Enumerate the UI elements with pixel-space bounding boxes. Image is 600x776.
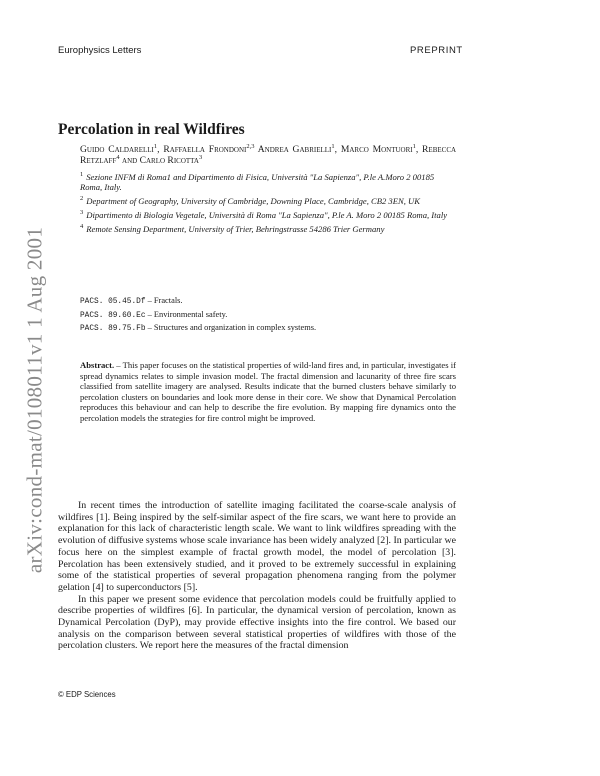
abstract bbox=[80, 360, 456, 424]
copyright-notice: © EDP Sciences bbox=[58, 690, 116, 699]
affiliations bbox=[80, 172, 456, 238]
paper-title: Percolation in real Wildfires bbox=[58, 121, 245, 138]
affiliation: $^2$ Department of Geography, University of Cambridge, Downing Place, Cambridge, CB2 3EN, UK bbox=[80, 195, 420, 207]
journal-name: Europhysics Letters bbox=[58, 45, 142, 56]
arxiv-identifier: arXiv:cond-mat/0108011v1 1 Aug 2001 bbox=[22, 226, 47, 574]
body-text bbox=[58, 500, 456, 652]
affiliation: $^4$ Remote Sensing Department, University of Trier, Behringstrasse 54286 Trier Germany bbox=[80, 223, 385, 235]
affiliation: $^1$ Sezione INFM di Roma1 and Dipartimento di Fisica, Università "La Sapienza", P.le A.Moro 2 00185 Roma, Italy. bbox=[80, 171, 435, 193]
affiliation: $^3$ Dipartimento di Biologia Vegetale, Università di Roma "La Sapienza", P.le A. Moro 2 00185 Roma, Italy bbox=[80, 209, 448, 221]
author: Carlo Ricotta$^3$ bbox=[139, 154, 203, 167]
pacs-codes bbox=[80, 295, 456, 336]
author: Raffaella Frondoni$^{2,3}$ bbox=[163, 142, 255, 155]
author: Guido Caldarelli$^1$ bbox=[80, 142, 158, 155]
paragraph: In recent times the introduction of satellite imaging facilitated the coarse-scale analysis of wildfires [1]. Being inspired by the self-similar aspect of the fire scars, we want here to provide an explanation for this lack of characteristic length scale. We want to link wildfires spreading with the evolution of diffusive systems whose scale invariance has been widely analyzed [2]. In particular we focus here on the simplest example of fractal growth model, the model of percolation [3]. Percolation has been extensively studied, and it proved to be extremely successful in explaining some of the statistical properties of several propagation phenomena ranging from the polymer gelation [4] to superconductors [5]. bbox=[58, 500, 456, 593]
author: Andrea Gabrielli$^1$ bbox=[257, 142, 335, 155]
author-list: Guido Caldarelli$^1$, Raffaella Frondoni$^{2,3}$ Andrea Gabrielli$^1$, Marco Montuori$^1$, Rebecca Retzlaff$^4$ and Carlo Ricotta$^3$ bbox=[80, 142, 457, 167]
pacs-entry: PACS. 89.60.Ec – Environmental safety. bbox=[80, 309, 228, 320]
author: Rebecca Retzlaff$^4$ bbox=[80, 144, 457, 167]
author: Marco Montuori$^1$ bbox=[340, 142, 416, 155]
paragraph: In this paper we present some evidence that percolation models could be fruitfully applied to describe properties of wildfires [6]. In particular, the dynamical version of percolation, known as Dynamical Percolation (DyP), may provide effective insights into the fire control. We based our analysis on the comparison between several statistical properties of wildfires with those of the percolation clusters. We report here the measures of the fractal dimension bbox=[58, 593, 456, 652]
pacs-entry: PACS. 05.45.Df – Fractals. bbox=[80, 296, 183, 306]
abstract-text: – This paper focuses on the statistical properties of wild-land fires and, in particular, investigates if spread dynamics relates to simple invasion model. The fractal dimension and lacunarity of three fire scars classified from satellite imagery are analysed. Results indicate that the burned clusters behave similarly to percolation clusters on boundaries and look more dense in their core. We show that Dynamical Percolation reproduces this behaviour and can help to describe the fire evolution. By mapping fire dynamics onto the percolation models the strategies for fire control might be improved. bbox=[80, 360, 456, 423]
preprint-label: PREPRINT bbox=[410, 45, 463, 56]
pacs-entry: PACS. 89.75.Fb – Structures and organization in complex systems. bbox=[80, 323, 317, 333]
abstract-label: Abstract. bbox=[80, 360, 115, 370]
